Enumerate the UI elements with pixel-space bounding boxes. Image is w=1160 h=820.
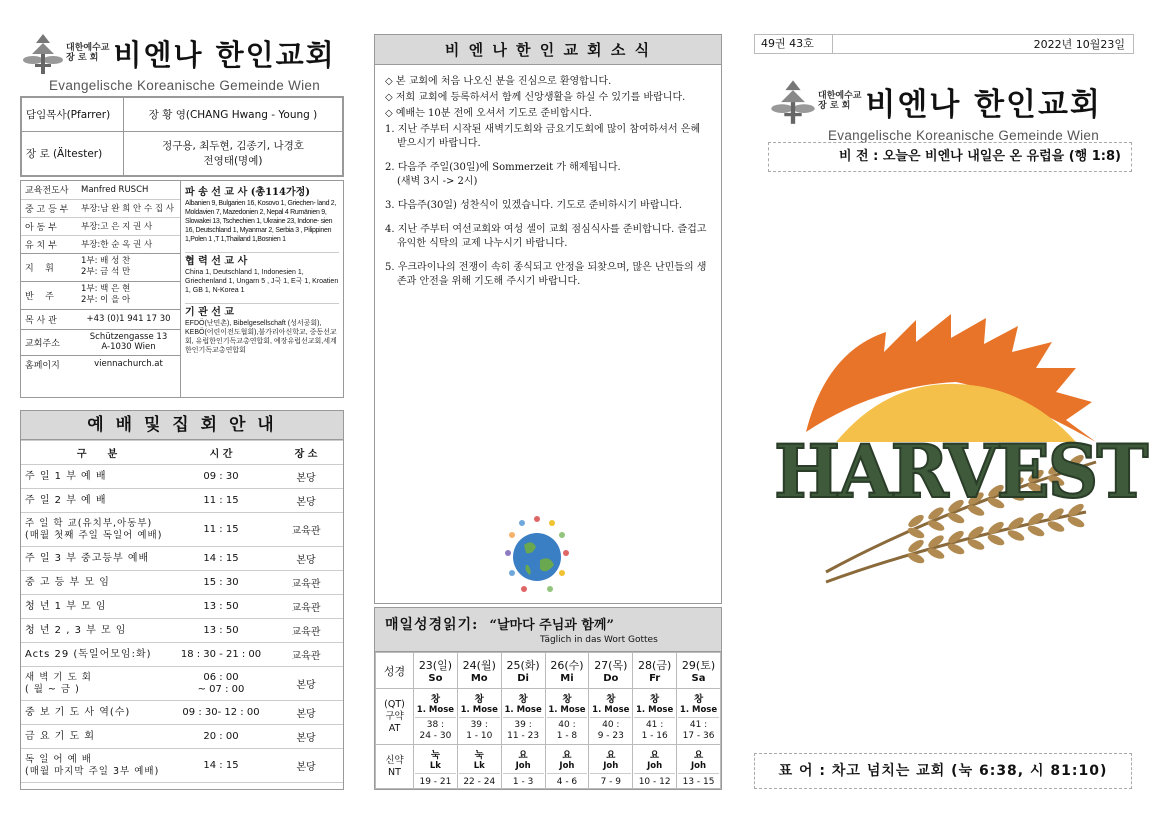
schedule-event: Acts 29 (독일어모임:화): [21, 643, 173, 667]
church-name-german: Evangelische Koreanische Gemeinde Wien: [49, 78, 321, 93]
schedule-event: 중 보 기 도 사 역(수): [21, 701, 173, 725]
schedule-time: 06 : 00 ~ 07 : 00: [173, 667, 269, 701]
schedule-time: 18 : 30 - 21 : 00: [173, 643, 269, 667]
daily-day: 23(일) So: [414, 653, 458, 689]
daily-nt-reading: 요 Joh 7 - 9: [589, 745, 633, 789]
schedule-place: 본당: [269, 667, 343, 701]
schedule-header-row: 구 분 시 간 장 소: [21, 441, 343, 465]
schedule-event: 중 고 등 부 모 임: [21, 571, 173, 595]
schedule-time: 11 : 15: [173, 489, 269, 513]
schedule-table: [21, 440, 343, 783]
schedule-row: [21, 513, 343, 547]
schedule-row: [21, 571, 343, 595]
sent-missionaries-title: 파 송 선 교 사 (총114가정): [185, 187, 311, 198]
missions-panel: [180, 180, 344, 398]
masthead-left: [20, 30, 344, 93]
staff-row: [22, 132, 343, 176]
ministry-list: [20, 180, 180, 398]
news-item: 1. 지난 주부터 시작된 새벽기도회와 금요기도회에 많이 참여하셔서 은혜 받으시기 바랍니다.: [385, 124, 701, 149]
news-list: [375, 65, 721, 289]
schedule-place: 교육관: [269, 513, 343, 547]
news-item: 2. 다음주 주일(30일)에 Sommerzeit 가 해제됩니다. (새벽 3시 -> 2시): [385, 162, 621, 187]
ministry-row: 지 휘 1부: 배 성 찬 2부: 금 석 만: [21, 253, 180, 281]
schedule-time: 11 : 15: [173, 513, 269, 547]
ministry-row: 홈페이지 viennachurch.at: [25, 359, 163, 371]
motto: 표 어 : 차고 넘치는 교회 (눅 6:38, 시 81:10): [754, 753, 1132, 789]
daily-days-row: 성경 23(일) So 24(월) Mo 25(화) Di 26(수) Mi 27(목) Do 28(금) Fr 29(토) Sa: [376, 653, 721, 689]
globe-children-icon: [502, 505, 572, 600]
schedule-place: 교육관: [269, 571, 343, 595]
schedule-place: 본당: [269, 547, 343, 571]
schedule-row: [21, 619, 343, 643]
news-item: 4. 지난 주부터 여선교회와 여성 셀이 교회 점심식사를 준비합니다. 즐겁고 유익한 식탁의 교제 나누시기 바랍니다.: [385, 224, 707, 249]
sent-missionaries-text: Albanien 9, Bulgarien 16, Kosovo 1, Griechen- land 2, Moldavien 7, Mazedonien 2, Nepal 4 Rumänien 9, Slowakei 13, Tschechien 1, Ukraine 23, Indone- sien 16, Deutschland 1, Myanmar 2, Serbia 3 , Pilippinen 1,Polen 1 ,T 1,Thailand 1,Bosnien 1: [185, 200, 337, 243]
schedule-event: 금 요 기 도 회: [21, 725, 173, 749]
issue-date: 2022년 10월23일: [1033, 38, 1125, 51]
daily-day: 27(목) Do: [589, 653, 633, 689]
schedule-time: 09 : 30- 12 : 00: [173, 701, 269, 725]
church-logo-icon: [20, 30, 66, 76]
worship-schedule: [20, 410, 344, 790]
daily-nt-reading: 요 Joh 4 - 6: [545, 745, 589, 789]
schedule-event: 청 년 2 , 3 부 모 임: [21, 619, 173, 643]
daily-nt-row: 신약 NT 눅 Lk 19 - 21 눅 Lk 22 - 24 요 Joh 1 - 3 요 Joh 4 - 6 요 Joh 7 - 9 요 Joh 10 - 12 요 Joh 13 - 15: [376, 745, 721, 789]
schedule-row: [21, 489, 343, 513]
daily-nt-reading: 요 Joh 13 - 15: [677, 745, 721, 789]
schedule-event: 독 일 어 예 배 (매월 마지막 주일 3부 예배): [21, 749, 173, 783]
daily-ot-reading: 창 1. Mose 41 : 17 - 36: [677, 689, 721, 745]
news-item: 3. 다음주(30일) 성찬식이 있겠습니다. 기도로 준비하시기 바랍니다.: [385, 200, 682, 211]
schedule-time: 14 : 15: [173, 749, 269, 783]
church-name-german: Evangelische Koreanische Gemeinde Wien: [828, 128, 1100, 143]
ministry-row: 중 고 등 부 부장:남 완 희 안 수 집 사: [21, 199, 180, 217]
coop-missionaries-title: 협 력 선 교 사: [185, 252, 339, 266]
ministry-row: 목 사 관 +43 (0)1 941 17 30: [21, 309, 180, 329]
staff-value: 정구용, 최두현, 김종기, 나경호 전영태(명예): [124, 132, 343, 176]
daily-day: 29(토) Sa: [677, 653, 721, 689]
schedule-row: [21, 547, 343, 571]
schedule-event: 주 일 3 부 중고등부 예배: [21, 547, 173, 571]
daily-day: 26(수) Mi: [545, 653, 589, 689]
schedule-time: 13 : 50: [173, 619, 269, 643]
schedule-row: [21, 667, 343, 701]
daily-nt-reading: 눅 Lk 22 - 24: [457, 745, 501, 789]
church-name: 비엔나 한인교회: [113, 37, 336, 72]
daily-ot-reading: 창 1. Mose 39 : 11 - 23: [501, 689, 545, 745]
schedule-row: [21, 701, 343, 725]
schedule-event: 주 일 학 교(유치부,아동부) (매월 첫째 주일 독일어 예배): [21, 513, 173, 547]
daily-day: 28(금) Fr: [633, 653, 677, 689]
vision-statement: 비 전 : 오늘은 비엔나 내일은 온 유럽을 (행 1:8): [768, 142, 1132, 172]
schedule-row: [21, 595, 343, 619]
daily-quote-german: Täglich in das Wort Gottes: [540, 635, 658, 645]
schedule-title: 예 배 및 집 회 안 내: [21, 411, 343, 440]
daily-header: [375, 608, 721, 652]
staff-row: [22, 98, 343, 132]
church-logo-icon: [768, 76, 818, 126]
daily-bible-reading: [374, 607, 722, 790]
coop-missionaries-text: China 1, Deutschland 1, Indonesien 1, Griechenland 1, Ungarn 5 , J국 1, E국 1, Kroatien 1, GB 1, N-Korea 1: [185, 269, 339, 294]
issue-bar: [754, 34, 1134, 54]
daily-day: 25(화) Di: [501, 653, 545, 689]
ministry-row: 교육전도사 Manfred RUSCH: [21, 181, 180, 199]
church-news: [374, 34, 722, 604]
news-title: 비 엔 나 한 인 교 회 소 식: [375, 35, 721, 65]
staff-label: 담임목사(Pfarrer): [22, 98, 124, 132]
news-item: 5. 우크라이나의 전쟁이 속히 종식되고 안정을 되찾으며, 많은 난민들의 생존과 안전을 위해 기도해 주시기 바랍니다.: [385, 262, 707, 287]
schedule-row: [21, 749, 343, 783]
schedule-place: 본당: [269, 725, 343, 749]
daily-ot-reading: 창 1. Mose 40 : 9 - 23: [589, 689, 633, 745]
schedule-place: 본당: [269, 749, 343, 783]
masthead-right: [768, 76, 1128, 143]
schedule-row: [21, 465, 343, 489]
daily-nt-reading: 요 Joh 10 - 12: [633, 745, 677, 789]
schedule-time: 09 : 30: [173, 465, 269, 489]
schedule-event: 청 년 1 부 모 임: [21, 595, 173, 619]
staff-value: 장 황 영(CHANG Hwang - Young ): [124, 98, 343, 132]
news-item: ◇ 본 교회에 처음 나오신 분을 진심으로 환영합니다.: [385, 76, 612, 87]
daily-nt-reading: 눅 Lk 19 - 21: [414, 745, 458, 789]
daily-ot-reading: 창 1. Mose 41 : 1 - 16: [633, 689, 677, 745]
staff-label: 장 로 (Ältester): [22, 132, 124, 176]
daily-ot-reading: 창 1. Mose 39 : 1 - 10: [457, 689, 501, 745]
daily-title: 매일성경읽기:: [385, 617, 479, 633]
schedule-place: 교육관: [269, 619, 343, 643]
schedule-place: 본당: [269, 465, 343, 489]
news-item: ◇ 예배는 10분 전에 오셔서 기도로 준비합시다.: [385, 108, 592, 119]
daily-ot-row: (QT) 구약 AT 창 1. Mose 38 : 24 - 30 창 1. Mose 39 : 1 - 10 창 1. Mose 39 : 11 - 23 창 1. Mose 40 : 1 - 8 창 1. Mose 40 : 9 - 23 창 1. Mose 41 : 1 - 16 창 1. Mose 41 : 17 - 36: [376, 689, 721, 745]
daily-day: 24(월) Mo: [457, 653, 501, 689]
schedule-event: 주 일 1 부 예 배: [21, 465, 173, 489]
institution-missions-title: 기 관 선 교: [185, 303, 339, 317]
schedule-time: 20 : 00: [173, 725, 269, 749]
sun-icon: [806, 314, 1096, 442]
daily-quote: “날마다 주님과 함께”: [489, 618, 614, 633]
schedule-place: 본당: [269, 489, 343, 513]
daily-ot-reading: 창 1. Mose 38 : 24 - 30: [414, 689, 458, 745]
schedule-time: 15 : 30: [173, 571, 269, 595]
schedule-place: 교육관: [269, 595, 343, 619]
schedule-row: [21, 725, 343, 749]
daily-ot-reading: 창 1. Mose 40 : 1 - 8: [545, 689, 589, 745]
schedule-time: 14 : 15: [173, 547, 269, 571]
ministry-row: 아 동 부 부장:고 은 지 권 사: [21, 217, 180, 235]
ministry-section: [20, 180, 344, 398]
issue-volume: 49권 43호: [755, 35, 833, 53]
schedule-event: 주 일 2 부 예 배: [21, 489, 173, 513]
harvest-word: HARVEST: [774, 427, 1147, 516]
ministry-row: 교회주소 Schützengasse 13 A-1030 Wien: [21, 329, 180, 355]
staff-table: [20, 96, 344, 177]
schedule-time: 13 : 50: [173, 595, 269, 619]
church-name: 비엔나 한인교회: [865, 86, 1102, 123]
news-item: ◇ 저희 교회에 등록하셔서 함께 신앙생활을 하실 수 있기를 바랍니다.: [385, 92, 686, 103]
schedule-event: 새 벽 기 도 회 ( 월 ~ 금 ): [21, 667, 173, 701]
ministry-row: 반 주 1부: 백 은 현 2부: 이 을 아: [21, 281, 180, 309]
denomination-label: 대한예수교 장 로 회: [66, 43, 110, 63]
institution-missions-text: EFDÖ(난민촌), Bibelgesellschaft (성서공회), KEBÖ(어린이전도협회),불가리아신학교, 중동선교회, 유럽한인기독교총연합회, 예장유럽선교회,세계한인기독교총연합회: [185, 320, 337, 354]
daily-nt-reading: 요 Joh 1 - 3: [501, 745, 545, 789]
denomination-label: 대한예수교 장 로 회: [818, 91, 862, 111]
daily-table: [375, 652, 721, 789]
schedule-row: [21, 643, 343, 667]
schedule-place: 교육관: [269, 643, 343, 667]
schedule-place: 본당: [269, 701, 343, 725]
ministry-row: 유 치 부 부장:한 순 옥 권 사: [21, 235, 180, 253]
